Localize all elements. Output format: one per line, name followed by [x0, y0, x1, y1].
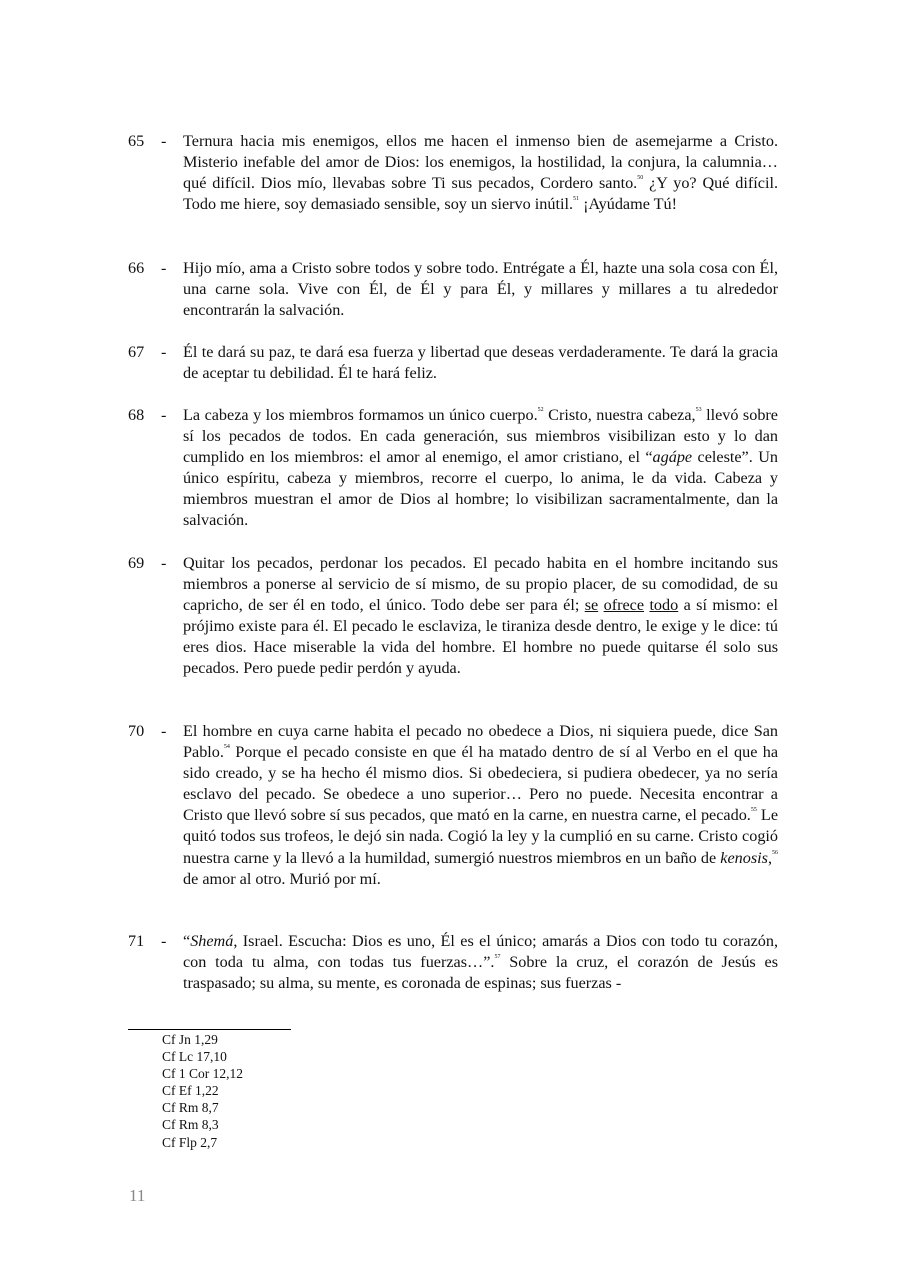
footnote-ref: 52 — [537, 407, 544, 413]
underlined-text: ofrece — [603, 596, 645, 615]
footnote-ref: 53 — [695, 407, 702, 413]
numbered-paragraph — [128, 342, 778, 384]
underlined-text: todo — [649, 596, 679, 615]
numbered-paragraph — [128, 931, 778, 994]
paragraph-text — [183, 721, 778, 890]
paragraph-dash: - — [161, 259, 167, 277]
paragraph-number: 67 — [128, 343, 145, 361]
footnote: Cf Ef 1,22 — [162, 1083, 219, 1099]
text-run: Le quitó todos sus trofeos, le dejó sin nada. Cogió la ley y la cumplió en su carne. Cristo cogió nuestra carne y la llevó a la humildad, sumergió nuestros miembros en un baño de — [183, 806, 778, 867]
paragraph-dash: - — [161, 932, 167, 950]
footnote-ref: 56 — [772, 849, 778, 856]
text-run: Ternura hacia mis enemigos, ellos me hacen el inmenso bien de asemejarme a Cristo. Misterio inefable del amor de Dios: los enemigos, la hostilidad, la conjura, la calumnia… qué difícil. Dios mío, llevabas sobre Ti sus pecados, Cordero santo. — [183, 132, 778, 193]
paragraph-text — [183, 553, 778, 680]
footnote-ref: 50 — [637, 175, 644, 182]
paragraph-text — [183, 342, 778, 384]
footnote: Cf Lc 17,10 — [162, 1049, 227, 1065]
paragraph-dash: - — [161, 343, 167, 361]
paragraph-text — [183, 258, 778, 321]
text-run: Cristo, nuestra cabeza, — [543, 406, 696, 424]
paragraph-dash: - — [161, 722, 167, 740]
text-run: celeste”. Un único espíritu, cabeza y miembros, recorre el cuerpo, lo anima, le da vida. Cabeza y miembros muestran el amor de Dios al hombre; lo visibilizan sacramentalmente, dan la salvación. — [183, 448, 778, 530]
text-run: ¡Ayúdame Tú! — [579, 195, 678, 214]
footnote-ref: 51 — [573, 196, 580, 203]
footnote: Cf Rm 8,7 — [162, 1100, 219, 1116]
paragraph-number: 68 — [128, 406, 145, 424]
paragraph-dash: - — [161, 554, 167, 572]
paragraph-text — [183, 131, 778, 215]
text-run: de amor al otro. Murió por mí. — [183, 869, 381, 888]
paragraph-dash: - — [161, 406, 167, 424]
text-run: Él te dará su paz, te dará esa fuerza y libertad que deseas verdaderamente. Te dará la gracia de aceptar tu debilidad. Él te hará feliz. — [183, 343, 778, 383]
paragraph-dash: - — [161, 132, 167, 150]
footnote: Cf Flp 2,7 — [162, 1134, 218, 1150]
footnote-ref: 57 — [494, 954, 501, 961]
underlined-text: se — [584, 596, 599, 615]
text-run: El hombre en cuya carne habita el pecado no obedece a Dios, ni siquiera puede, dice San Pablo. — [183, 722, 778, 762]
footnote-separator — [128, 1029, 291, 1030]
footnote-ref: 55 — [750, 807, 757, 814]
paragraph-text — [183, 931, 778, 994]
text-run: Sobre la cruz, el corazón de Jesús es traspasado; su alma, su mente, es coronada de espinas; sus fuerzas - — [183, 953, 778, 993]
footnote: Cf 1 Cor 12,12 — [162, 1066, 243, 1082]
numbered-paragraph — [128, 553, 778, 680]
text-run: llevó sobre sí los pecados de todos. En cada generación, sus miembros visibilizan esto y lo dan cumplido en los miembros: el amor al enemigo, el amor cristiano, el “ — [183, 406, 778, 467]
text-run: , — [767, 848, 772, 867]
page-number: 11 — [129, 1186, 146, 1205]
italic-text: kenosis — [720, 848, 768, 867]
footnote: Cf Rm 8,3 — [162, 1117, 219, 1133]
paragraph-number: 71 — [128, 932, 145, 950]
text-run: Quitar los pecados, perdonar los pecados. El pecado habita en el hombre incitando sus miembros a ponerse al servicio de sí mismo, de su propio placer, de su comodidad, de su capricho, de ser él en todo, el único. Todo debe ser para él; — [183, 554, 778, 615]
paragraph-number: 65 — [128, 132, 145, 150]
numbered-paragraph — [128, 258, 778, 321]
numbered-paragraph — [128, 721, 778, 890]
italic-text: Shemá — [190, 932, 234, 950]
footnote: Cf Jn 1,29 — [162, 1032, 218, 1047]
text-run: La cabeza y los miembros formamos un único cuerpo. — [183, 406, 538, 424]
text-run: Hijo mío, ama a Cristo sobre todos y sobre todo. Entrégate a Él, hazte una sola cosa con Él, una carne sola. Vive con Él, de Él y para Él, y millares y millares a tu alrededor encontrarán la salvación. — [183, 259, 778, 320]
numbered-paragraph — [128, 405, 778, 532]
text-run: “ — [183, 932, 191, 950]
footnote-ref: 54 — [223, 744, 230, 751]
text-run: a sí mismo: el prójimo existe para él. El pecado le esclaviza, le tiraniza desde dentro, le exige y le dice: tú eres dios. Hace miserable la vida del hombre. El hombre no puede quitarse él solo sus pecados. Pero puede pedir perdón y ayuda. — [183, 596, 779, 678]
paragraph-number: 66 — [128, 259, 145, 277]
text-run: ¿Y yo? Qué difícil. Todo me hiere, soy demasiado sensible, soy un siervo inútil. — [183, 174, 778, 214]
text-run: , Israel. Escucha: Dios es uno, Él es el único; amarás a Dios con todo tu corazón, con toda tu alma, con todas tus fuerzas…”. — [183, 932, 778, 972]
paragraph-text — [183, 405, 778, 532]
italic-text: agápe — [652, 448, 693, 467]
numbered-paragraph — [128, 131, 778, 215]
text-run: Porque el pecado consiste en que él ha matado dentro de sí al Verbo en el que ha sido creado, y se ha hecho él mismo dios. Si obedeciera, si pudiera obedecer, ya no sería esclavo del pecado. Se obedece a uno superior… Pero no puede. Necesita encontrar a Cristo que llevó sobre sí sus pecados, que mató en la carne, en nuestra carne, el pecado. — [183, 743, 778, 825]
footnotes — [162, 1031, 243, 1151]
paragraph-number: 70 — [128, 722, 145, 740]
paragraph-number: 69 — [128, 554, 145, 572]
